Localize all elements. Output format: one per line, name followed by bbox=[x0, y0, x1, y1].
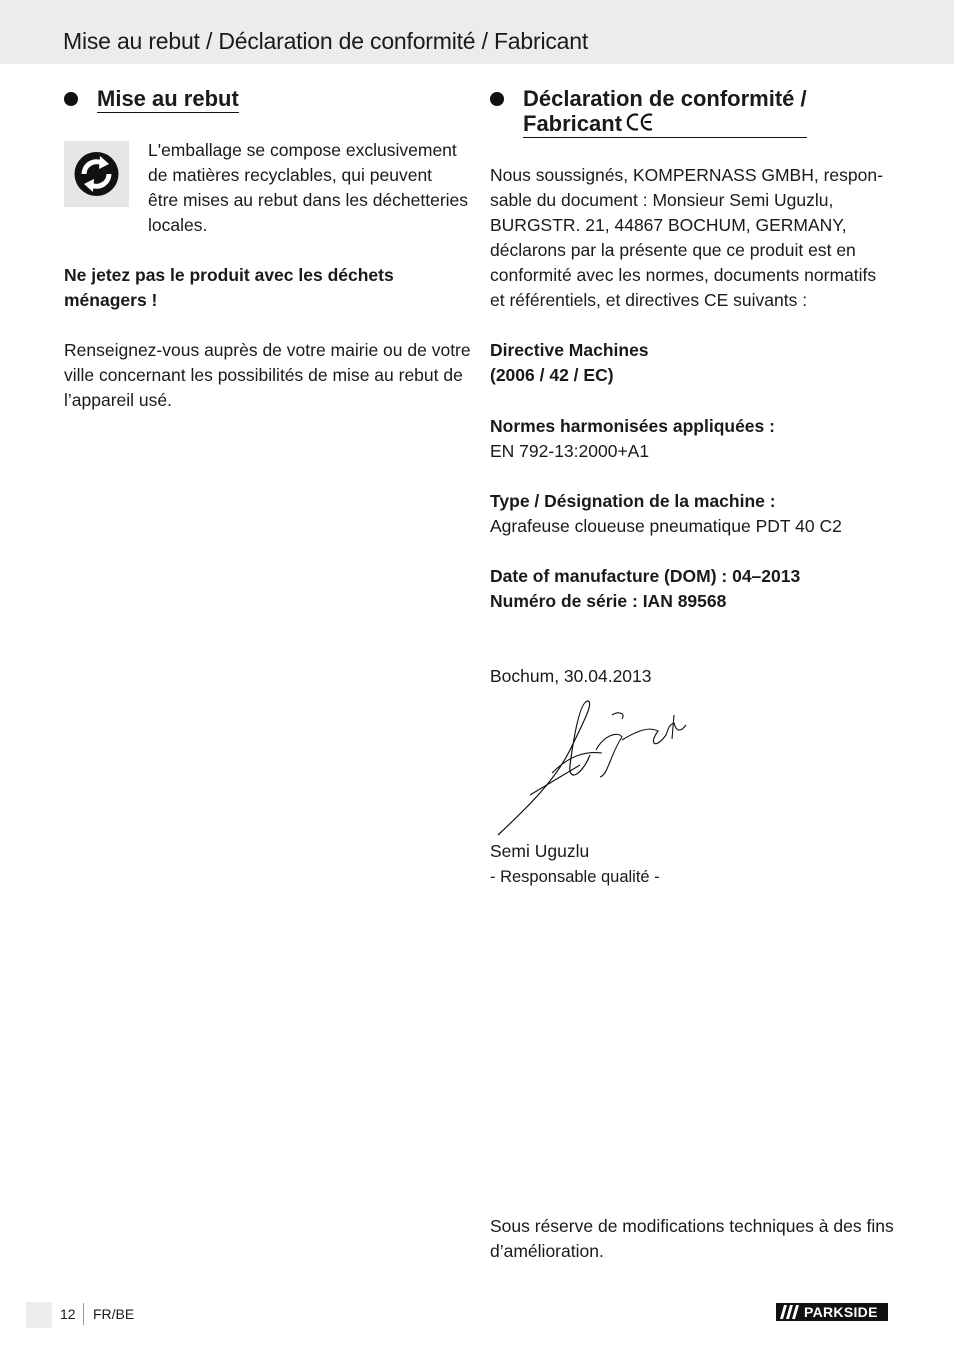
section-title-line: Fabricant bbox=[523, 111, 623, 136]
bullet-icon bbox=[490, 92, 504, 106]
harmonized-norms bbox=[490, 414, 775, 464]
text-line: conformité avec les normes, documents normatifs bbox=[490, 265, 877, 285]
text-line: Renseignez-vous auprès de votre mairie ou de votre bbox=[64, 340, 471, 360]
section-conformity-heading bbox=[490, 86, 807, 138]
logo-stripes-icon bbox=[780, 1305, 802, 1319]
text-line: locales. bbox=[148, 215, 208, 235]
text-line: L'emballage se compose exclusivement bbox=[148, 140, 457, 160]
signer-role: - Responsable qualité - bbox=[490, 868, 660, 886]
disposal-warning bbox=[64, 263, 394, 313]
text-line: ville concernant les possibilités de mise au rebut de bbox=[64, 365, 463, 385]
text-line: déclarons par la présente que ce produit est en bbox=[490, 240, 856, 260]
section-conformity-title bbox=[523, 86, 807, 138]
page-number: 12 bbox=[60, 1306, 76, 1322]
ce-mark-icon bbox=[626, 112, 656, 132]
place-date: Bochum, 30.04.2013 bbox=[490, 666, 652, 686]
text-line: Sous réserve de modifications techniques à des fins bbox=[490, 1216, 894, 1236]
text-line: Directive Machines bbox=[490, 340, 649, 360]
directive-machines bbox=[490, 338, 649, 388]
text-line: sable du document : Monsieur Semi Uguzlu, bbox=[490, 190, 834, 210]
page-title: Mise au rebut / Déclaration de conformité / Fabricant bbox=[63, 28, 589, 54]
section-disposal-title: Mise au rebut bbox=[97, 86, 239, 111]
text-line: Nous soussignés, KOMPERNASS GMBH, respon- bbox=[490, 165, 883, 185]
section-disposal-heading bbox=[64, 86, 239, 113]
machine-type bbox=[490, 489, 842, 539]
signatory bbox=[490, 839, 660, 890]
serial-number: Numéro de série : IAN 89568 bbox=[490, 591, 727, 611]
text-line: ménagers ! bbox=[64, 290, 158, 310]
type-label: Type / Désignation de la machine : bbox=[490, 491, 776, 511]
section-title-line: Déclaration de conformité / bbox=[523, 86, 807, 111]
disposal-info-paragraph bbox=[64, 338, 471, 413]
text-line: de matières recyclables, qui peuvent bbox=[148, 165, 433, 185]
recycling-logo bbox=[64, 141, 129, 207]
text-line: et référentiels, et directives CE suivants : bbox=[490, 290, 808, 310]
text-line: l’appareil usé. bbox=[64, 390, 172, 410]
footer-marker bbox=[26, 1302, 52, 1328]
recycling-logo-icon bbox=[64, 141, 129, 207]
language-code: FR/BE bbox=[93, 1306, 135, 1322]
parkside-logo bbox=[776, 1303, 888, 1321]
manufacture-info bbox=[490, 564, 800, 614]
date-of-manufacture: Date of manufacture (DOM) : 04–2013 bbox=[490, 566, 801, 586]
footer-divider bbox=[83, 1303, 84, 1325]
signer-name: Semi Uguzlu bbox=[490, 841, 590, 861]
text-line: d’amélioration. bbox=[490, 1241, 604, 1261]
text-line: BURGSTR. 21, 44867 BOCHUM, GERMANY, bbox=[490, 215, 847, 235]
text-line: être mises au rebut dans les déchetteries bbox=[148, 190, 469, 210]
signature-icon bbox=[490, 695, 690, 840]
declaration-intro bbox=[490, 163, 883, 313]
packaging-paragraph bbox=[148, 138, 468, 238]
bullet-icon bbox=[64, 92, 78, 106]
text-line: Ne jetez pas le produit avec les déchets bbox=[64, 265, 394, 285]
norms-value: EN 792-13:2000+A1 bbox=[490, 441, 650, 461]
text-line: (2006 / 42 / EC) bbox=[490, 365, 614, 385]
norms-label: Normes harmonisées appliquées : bbox=[490, 416, 775, 436]
brand-name: PARKSIDE bbox=[804, 1304, 878, 1320]
type-value: Agrafeuse cloueuse pneumatique PDT 40 C2 bbox=[490, 516, 842, 536]
technical-reserve bbox=[490, 1214, 894, 1264]
